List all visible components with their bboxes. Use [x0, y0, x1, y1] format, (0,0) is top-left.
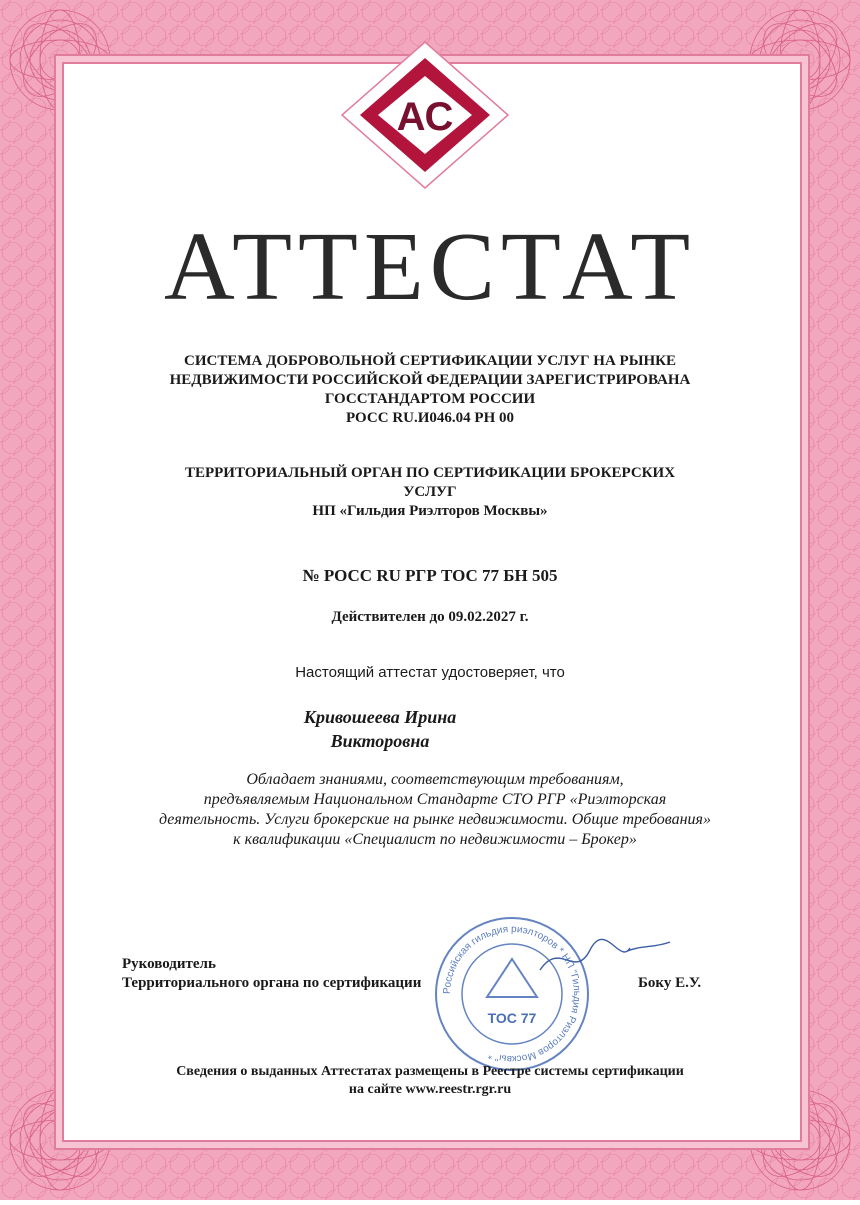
- registry-line: на сайте www.reestr.rgr.ru: [348, 1082, 512, 1097]
- system-registration-block: [110, 352, 750, 428]
- signatory-title-line: Территориального органа по сертификации: [122, 975, 422, 991]
- description-line: предъявляемым Национальном Стандарте СТО РГР «Риэлторская: [203, 791, 667, 808]
- logo-lettering: АС: [396, 95, 454, 139]
- description-line: к квалификации «Специалист по недвижимости – Брокер»: [233, 831, 637, 848]
- organ-line: УСЛУГ: [403, 484, 457, 500]
- registry-notice: [90, 1063, 770, 1099]
- organ-line: ТЕРРИТОРИАЛЬНЫЙ ОРГАН ПО СЕРТИФИКАЦИИ БРОКЕРСКИХ: [184, 465, 676, 481]
- registry-line: Сведения о выданных Аттестатах размещены в Реестре системы сертификации: [176, 1064, 684, 1079]
- validity-date: Действителен до 09.02.2027 г.: [331, 609, 529, 625]
- stamp-ring-text: Российская гильдия риэлторов * НП "Гильдия Риэлторов Москвы" *: [441, 923, 583, 1065]
- signatory-name: Боку Е.У.: [638, 975, 702, 991]
- qualification-description: [110, 770, 760, 850]
- certification-organ-block: [110, 464, 750, 521]
- stamp-center-text: ТОС 77: [487, 1010, 537, 1026]
- holder-name-line: Викторовна: [330, 731, 430, 751]
- certifies-statement: Настоящий аттестат удостоверяет, что: [295, 664, 565, 681]
- organ-line: НП «Гильдия Риэлторов Москвы»: [312, 503, 548, 519]
- signature: [530, 930, 680, 990]
- description-line: деятельность. Услуги брокерские на рынке недвижимости. Общие требования»: [159, 811, 711, 828]
- certificate-number: № РОСС RU РГР ТОС 77 БН 505: [302, 566, 558, 585]
- system-line: СИСТЕМА ДОБРОВОЛЬНОЙ СЕРТИФИКАЦИИ УСЛУГ НА РЫНКЕ: [183, 353, 676, 369]
- system-line: НЕДВИЖИМОСТИ РОССИЙСКОЙ ФЕДЕРАЦИИ ЗАРЕГИСТРИРОВАНА: [169, 372, 691, 388]
- signatory-title: [122, 955, 421, 993]
- system-line: РОСС RU.И046.04 РН 00: [345, 410, 514, 426]
- certificate-title: АТТЕСТАТ: [163, 213, 697, 321]
- signatory-title-line: Руководитель: [122, 956, 216, 972]
- association-logo: [340, 40, 510, 190]
- system-line: ГОССТАНДАРТОМ РОССИИ: [324, 391, 536, 407]
- description-line: Обладает знаниями, соответствующим требованиям,: [246, 771, 624, 788]
- holder-name-line: Кривошеева Ирина: [303, 707, 457, 727]
- holder-name: [250, 705, 510, 753]
